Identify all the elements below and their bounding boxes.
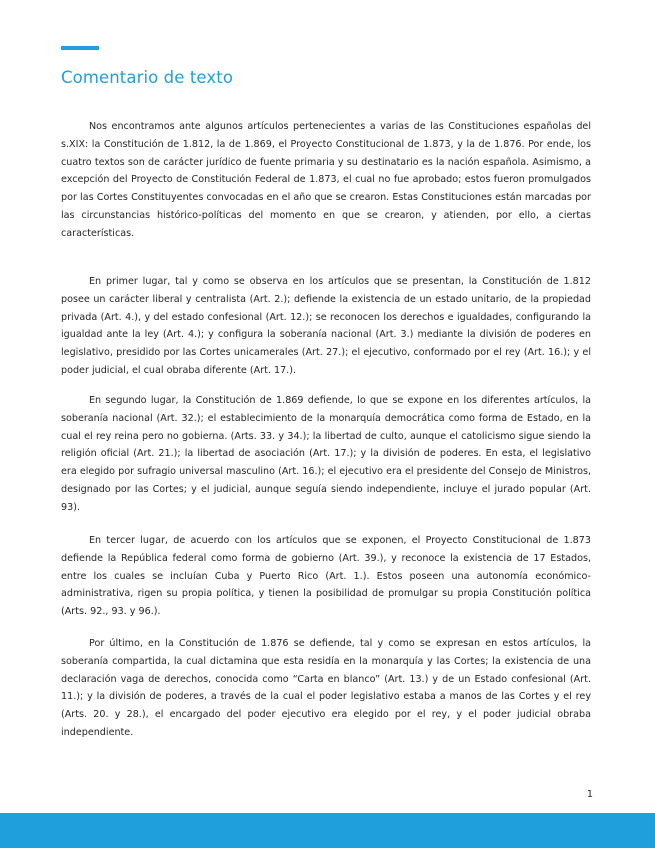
page-number: 1 (586, 789, 593, 800)
footer-band (0, 813, 655, 848)
title-accent-bar (61, 46, 99, 50)
page-title: Comentario de texto (61, 68, 234, 87)
paragraph-constitution-1812: En primer lugar, tal y como se observa en los artículos que se presentan, la Constitución de 1.812 posee un carácter liberal y centralista (Art. 2.); defiende la existencia de un estado unitario, de la propiedad privada (Art. 4.), y del estado confesional (Art. 12.); se reconocen los derechos e igualdades, configurando la igualdad ante la ley (Art. 4.); y configura la soberanía nacional (Art. 3.) mediante la división de poderes en legislativo, presidido por las Cortes unicamerales (Art. 27.); el ejecutivo, conformado por el rey (Art. 16.); y el poder judicial, el cual obraba diferente (Art. 17.). (61, 276, 591, 376)
paragraph-constitution-1869: En segundo lugar, la Constitución de 1.869 defiende, lo que se expone en los diferentes artículos, la soberanía nacional (Art. 32.); el establecimiento de la monarquía democrática como forma de Estado, en la cual el rey reina pero no gobierna. (Arts. 33. y 34.); la libertad de culto, aunque el catolicismo sigue siendo la religión oficial (Art. 21.); la libertad de asociación (Art. 17.); y la división de poderes. En esta, el legislativo era elegido por sufragio universal masculino (Art. 16.); el ejecutivo era el presidente del Consejo de Ministros, designado por las Cortes; y el judicial, aunque seguía siendo independiente, incluye el jurado popular (Art. 93). (61, 395, 591, 513)
paragraph-introduction: Nos encontramos ante algunos artículos pertenecientes a varias de las Constituciones españolas del s.XIX: la Constitución de 1.812, la de 1.869, el Proyecto Constitucional de 1.873, y la de 1.876. Por ende, los cuatro textos son de carácter jurídico de fuente primaria y su destinatario es la nación española. Asimismo, a excepción del Proyecto de Constitución Federal de 1.873, el cual no fue aprobado; estos fueron promulgados por las Cortes Constituyentes convocadas en el año que se crearon. Estas Constituciones están marcadas por las circunstancias histórico-políticas del momento en que se crearon, y atienden, por ello, a ciertas características. (61, 121, 591, 239)
paragraph-constitution-1876: Por último, en la Constitución de 1.876 se defiende, tal y como se expresan en estos artículos, la soberanía compartida, la cual dictamina que esta residía en la monarquía y las Cortes; la existencia de una declaración vaga de derechos, conocida como “Carta en blanco” (Art. 13.) y de un Estado confesional (Art. 11.); y la división de poderes, a través de la cual el poder legislativo estaba a manos de las Cortes y el rey (Arts. 20. y 28.), el encargado del poder ejecutivo era elegido por el rey, y el poder judicial obraba independiente. (61, 638, 591, 738)
paragraph-project-1873: En tercer lugar, de acuerdo con los artículos que se exponen, el Proyecto Constitucional de 1.873 defiende la República federal como forma de gobierno (Art. 39.), y reconoce la existencia de 17 Estados, entre los cuales se incluían Cuba y Puerto Rico (Art. 1.). Estos poseen una autonomía económico-administrativa, rigen su propia política, y tienen la posibilidad de promulgar su propia Constitución política (Arts. 92., 93. y 96.). (61, 535, 591, 618)
